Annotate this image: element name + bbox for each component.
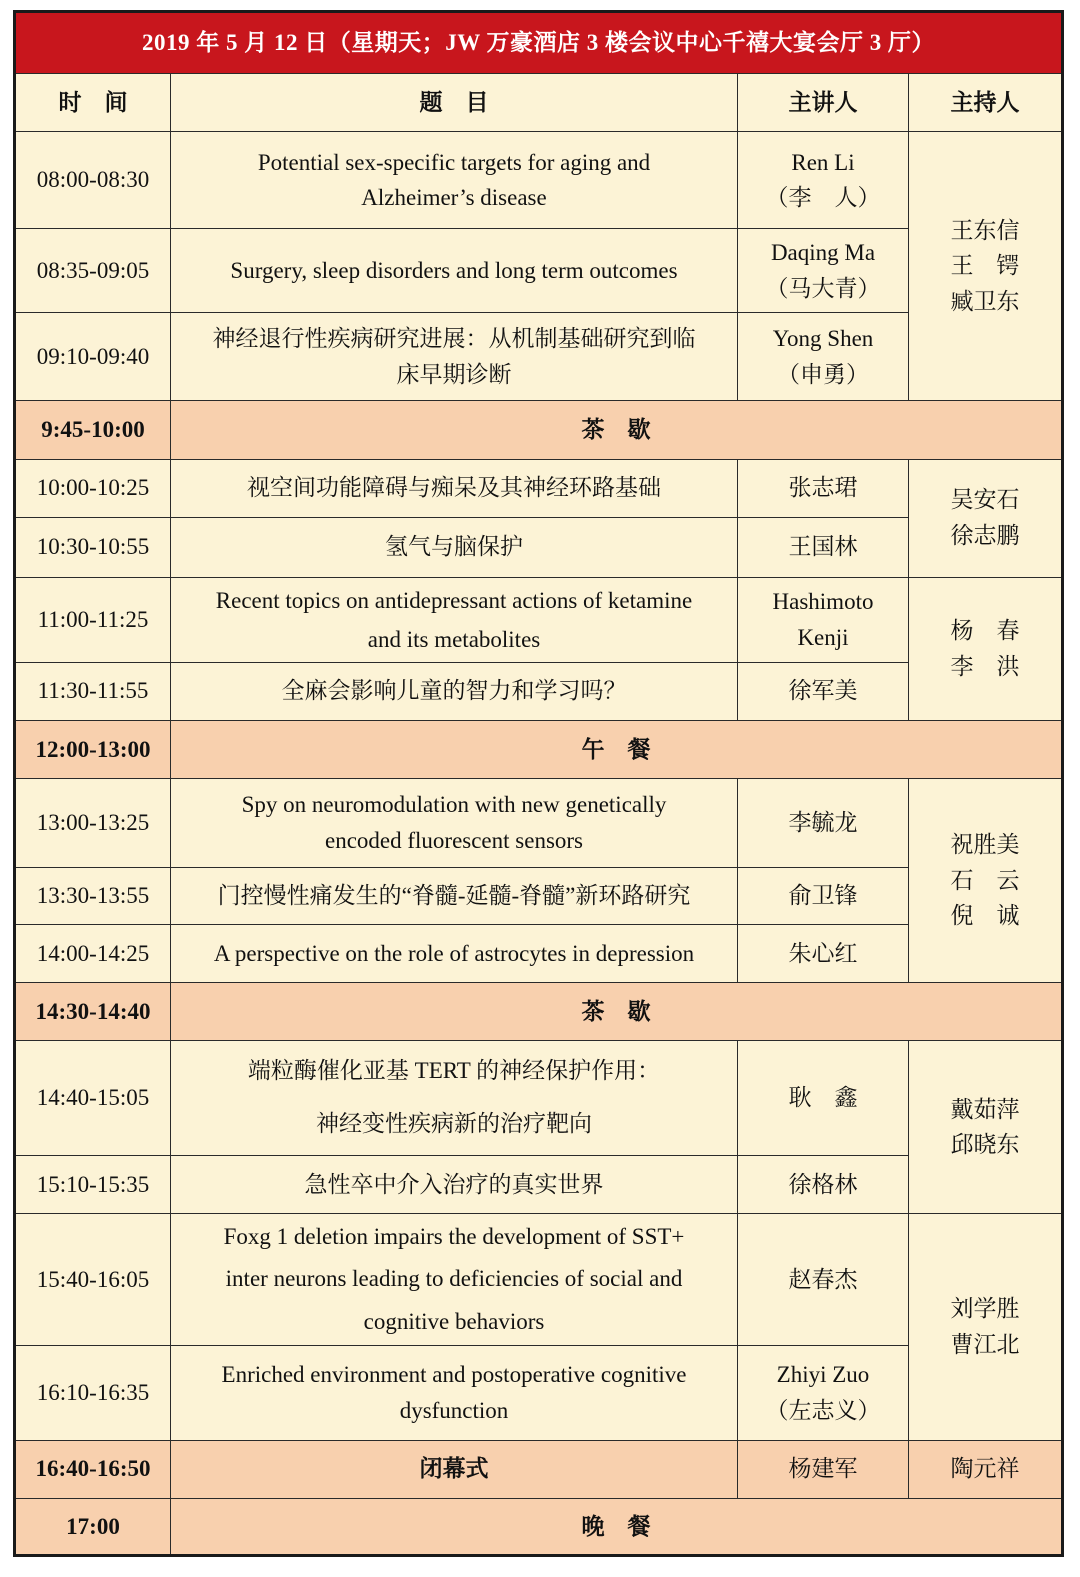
break-row [15, 720, 1063, 778]
moderator-cell [909, 778, 1063, 982]
moderator-name: 邱晓东 [950, 1132, 1020, 1158]
talk-speaker [738, 1214, 909, 1345]
talk-speaker [738, 517, 909, 577]
table-row [15, 517, 1063, 577]
topic-line: inter neurons leading to deficiencies of social and [225, 1266, 683, 1292]
topic-line: Foxg 1 deletion impairs the development of SST+ [223, 1223, 685, 1249]
topic-line: Recent topics on antidepressant actions of ketamine [215, 587, 693, 613]
moderator-cell [909, 1041, 1063, 1214]
table-row [15, 229, 1063, 313]
topic-line: 神经变性疾病新的治疗靶向 [316, 1111, 592, 1137]
talk-topic [171, 313, 738, 401]
moderator-cell [909, 577, 1063, 720]
talk-time: 09:10-09:40 [15, 313, 171, 401]
moderator-name: 刘学胜 [950, 1296, 1020, 1322]
talk-topic [171, 1214, 738, 1345]
speaker-line: （李 人） [765, 185, 881, 211]
talk-time: 08:00-08:30 [15, 132, 171, 229]
talk-speaker [738, 868, 909, 925]
speaker-line: 俞卫锋 [788, 883, 858, 909]
speaker-line: 耿 鑫 [788, 1085, 858, 1111]
break-row [15, 1498, 1063, 1555]
table-row [15, 662, 1063, 720]
break-time: 12:00-13:00 [15, 720, 171, 778]
talk-speaker [738, 925, 909, 983]
topic-line: 氢气与脑保护 [385, 534, 523, 560]
talk-topic [171, 1156, 738, 1214]
topic-line: 床早期诊断 [396, 361, 512, 387]
moderator-name: 臧卫东 [950, 289, 1020, 315]
moderator-name: 曹江北 [950, 1332, 1020, 1358]
table-row [15, 1345, 1063, 1440]
table-row [15, 1156, 1063, 1214]
speaker-line: Yong Shen [772, 326, 874, 352]
talk-topic [171, 577, 738, 662]
topic-line: and its metabolites [367, 626, 541, 652]
talk-topic [171, 1041, 738, 1156]
talk-speaker [738, 229, 909, 313]
moderator-name: 王东信 [950, 217, 1020, 243]
talk-topic [171, 868, 738, 925]
topic-line: Enriched environment and postoperative cognitive [221, 1361, 687, 1387]
moderator-name: 倪 诚 [950, 903, 1020, 929]
topic-line: 急性卒中介入治疗的真实世界 [304, 1172, 604, 1198]
talk-time: 10:30-10:55 [15, 517, 171, 577]
topic-line: 门控慢性痛发生的“脊髓-延髓-脊髓”新环路研究 [217, 883, 691, 909]
speaker-line: 李毓龙 [788, 810, 858, 836]
talk-time: 15:10-15:35 [15, 1156, 171, 1214]
talk-speaker [738, 1041, 909, 1156]
speaker-line: Zhiyi Zuo [776, 1361, 870, 1387]
table-row [15, 868, 1063, 925]
talk-time: 13:30-13:55 [15, 868, 171, 925]
talk-speaker [738, 1156, 909, 1214]
topic-line: Spy on neuromodulation with new genetically [241, 792, 667, 818]
moderator-name: 吴安石 [950, 487, 1020, 513]
speaker-line: Daqing Ma [770, 240, 876, 266]
topic-line: Surgery, sleep disorders and long term outcomes [230, 257, 678, 283]
topic-line: 端粒酶催化亚基 TERT 的神经保护作用： [247, 1058, 661, 1084]
speaker-line: 徐格林 [788, 1172, 858, 1198]
table-row [15, 132, 1063, 229]
speaker-line: （左志义） [765, 1397, 881, 1423]
moderator-name: 徐志鹏 [950, 523, 1020, 549]
topic-line: dysfunction [399, 1397, 509, 1423]
talk-topic [171, 925, 738, 983]
table-row [15, 1214, 1063, 1345]
table-row [15, 313, 1063, 401]
col-header-moderator: 主持人 [909, 74, 1063, 132]
moderator-name: 李 洪 [950, 653, 1020, 679]
col-header-time: 时 间 [15, 74, 171, 132]
talk-time: 13:00-13:25 [15, 778, 171, 867]
moderator-cell [909, 459, 1063, 577]
talk-speaker [738, 459, 909, 517]
talk-topic [171, 1345, 738, 1440]
break-label: 茶 歇 [171, 983, 1063, 1041]
talk-speaker [738, 778, 909, 867]
title-row [15, 12, 1063, 74]
topic-line: 神经退行性疾病研究进展：从机制基础研究到临 [212, 326, 696, 352]
talk-speaker [738, 132, 909, 229]
moderator-cell [909, 132, 1063, 401]
table-row [15, 459, 1063, 517]
speaker-line: 赵春杰 [788, 1266, 858, 1292]
topic-line: encoded fluorescent sensors [324, 827, 584, 853]
speaker-line: Kenji [797, 624, 849, 650]
talk-speaker [738, 577, 909, 662]
break-time: 14:30-14:40 [15, 983, 171, 1041]
talk-time: 15:40-16:05 [15, 1214, 171, 1345]
closing-moderator: 陶元祥 [909, 1440, 1063, 1498]
talk-time: 14:40-15:05 [15, 1041, 171, 1156]
moderator-name: 戴茹萍 [950, 1096, 1020, 1122]
closing-row [15, 1440, 1063, 1498]
col-header-speaker: 主讲人 [738, 74, 909, 132]
talk-speaker [738, 313, 909, 401]
talk-time: 08:35-09:05 [15, 229, 171, 313]
talk-topic [171, 229, 738, 313]
closing-time: 16:40-16:50 [15, 1440, 171, 1498]
table-row [15, 1041, 1063, 1156]
speaker-line: 张志珺 [788, 475, 858, 501]
speaker-line: 王国林 [788, 534, 858, 560]
speaker-line: Ren Li [791, 149, 855, 175]
break-label: 茶 歇 [171, 401, 1063, 459]
talk-time: 10:00-10:25 [15, 459, 171, 517]
talk-topic [171, 459, 738, 517]
moderator-name: 王 锷 [950, 253, 1020, 279]
closing-speaker: 杨建军 [738, 1440, 909, 1498]
table-row [15, 925, 1063, 983]
talk-topic [171, 662, 738, 720]
speaker-line: （马大青） [765, 275, 881, 301]
talk-time: 11:30-11:55 [15, 662, 171, 720]
talk-time: 11:00-11:25 [15, 577, 171, 662]
break-time: 17:00 [15, 1498, 171, 1555]
talk-time: 16:10-16:35 [15, 1345, 171, 1440]
break-label: 晚 餐 [171, 1498, 1063, 1555]
speaker-line: （申勇） [777, 361, 869, 387]
talk-topic [171, 517, 738, 577]
topic-line: 全麻会影响儿童的智力和学习吗？ [281, 678, 627, 704]
closing-label: 闭幕式 [171, 1440, 738, 1498]
topic-line: 视空间功能障碍与痴呆及其神经环路基础 [247, 475, 661, 501]
talk-speaker [738, 662, 909, 720]
topic-line: Alzheimer’s disease [361, 185, 547, 211]
break-row [15, 401, 1063, 459]
topic-line: A perspective on the role of astrocytes in depression [213, 940, 695, 966]
header-row [15, 74, 1063, 132]
table-row [15, 577, 1063, 662]
talk-speaker [738, 1345, 909, 1440]
moderator-name: 石 云 [950, 867, 1020, 893]
schedule-table [13, 10, 1064, 1557]
topic-line: Potential sex-specific targets for aging and [257, 149, 651, 175]
break-time: 9:45-10:00 [15, 401, 171, 459]
moderator-cell [909, 1214, 1063, 1440]
talk-topic [171, 778, 738, 867]
talk-topic [171, 132, 738, 229]
table-row [15, 778, 1063, 867]
speaker-line: Hashimoto [772, 589, 874, 615]
speaker-line: 徐军美 [788, 678, 858, 704]
break-row [15, 983, 1063, 1041]
schedule-title: 2019 年 5 月 12 日（星期天；JW 万豪酒店 3 楼会议中心千禧大宴会厅 3 厅） [15, 12, 1063, 74]
moderator-name: 杨 春 [950, 618, 1020, 644]
topic-line: cognitive behaviors [363, 1308, 545, 1334]
talk-time: 14:00-14:25 [15, 925, 171, 983]
speaker-line: 朱心红 [788, 940, 858, 966]
break-label: 午 餐 [171, 720, 1063, 778]
moderator-name: 祝胜美 [950, 832, 1020, 858]
col-header-topic: 题 目 [171, 74, 738, 132]
